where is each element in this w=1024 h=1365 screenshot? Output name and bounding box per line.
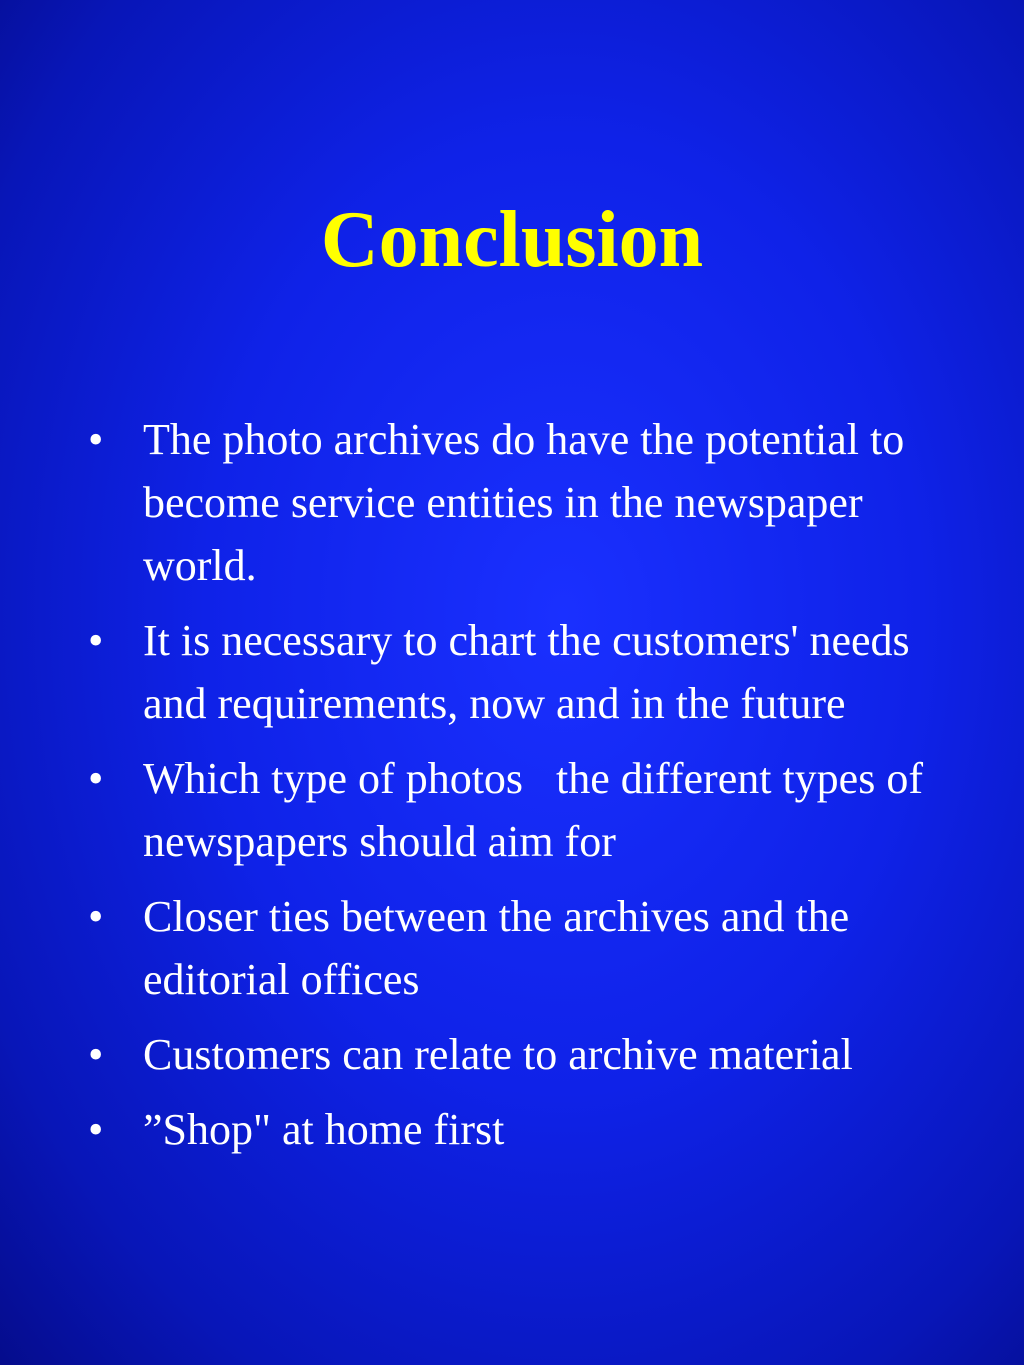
bullet-item bbox=[0, 1023, 1024, 1086]
bullet-item bbox=[0, 408, 1024, 597]
bullet-text: The photo archives do have the potential to become service entities in the newspaper world. bbox=[143, 415, 916, 590]
bullet-item bbox=[0, 609, 1024, 735]
bullet-text: Closer ties between the archives and the editorial offices bbox=[143, 892, 861, 1004]
bullet-marker: • bbox=[88, 892, 104, 941]
bullet-item bbox=[0, 1098, 1024, 1161]
bullet-list bbox=[0, 408, 1024, 1173]
bullet-item bbox=[0, 747, 1024, 873]
bullet-marker: • bbox=[88, 616, 104, 665]
bullet-text: Customers can relate to archive material bbox=[143, 1030, 853, 1079]
slide-title: Conclusion bbox=[320, 196, 704, 284]
bullet-marker: • bbox=[88, 1105, 104, 1154]
bullet-text: It is necessary to chart the customers' needs and requirements, now and in the future bbox=[143, 616, 921, 728]
bullet-text: Which type of photos the different types of newspapers should aim for bbox=[143, 754, 934, 866]
bullet-text: ”Shop" at home first bbox=[143, 1105, 505, 1154]
bullet-marker: • bbox=[88, 754, 104, 803]
bullet-marker: • bbox=[88, 1030, 104, 1079]
bullet-marker: • bbox=[88, 415, 104, 464]
bullet-item bbox=[0, 885, 1024, 1011]
